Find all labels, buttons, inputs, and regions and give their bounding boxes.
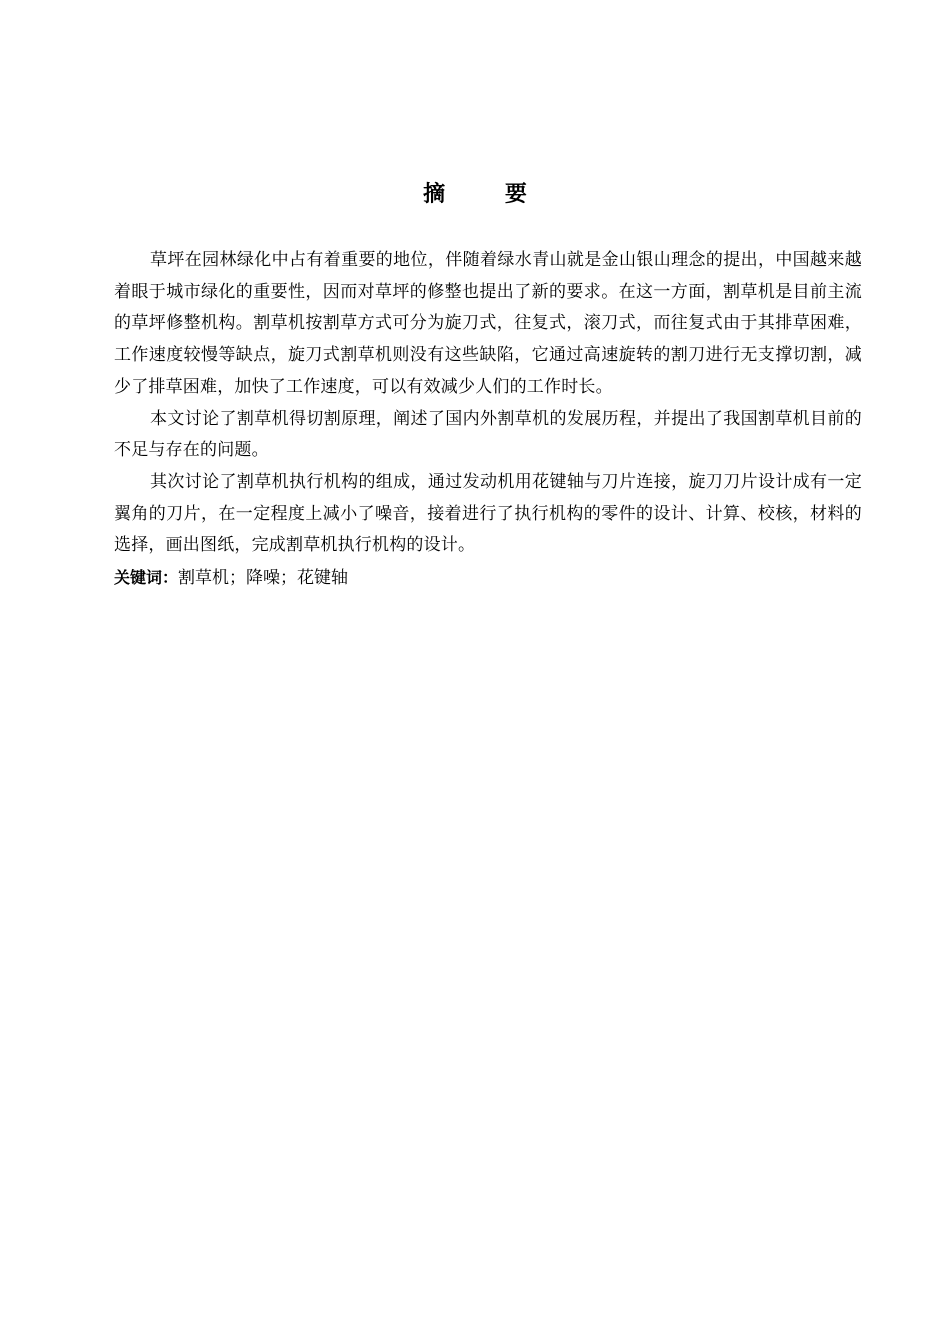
abstract-paragraph-2: 本文讨论了割草机得切割原理，阐述了国内外割草机的发展历程，并提出了我国割草机目前的不足与存在的问题。 [114,408,862,461]
abstract-title: 摘 要 [423,181,553,207]
keywords-value: 割草机；降噪；花键轴 [178,568,349,589]
abstract-paragraph-3: 其次讨论了割草机执行机构的组成，通过发动机用花键轴与刀片连接，旋刀刀片设计成有一定翼角的刀片，在一定程度上减小了噪音，接着进行了执行机构的零件的设计、计算、校核，材料的选择，画出图纸，完成割草机执行机构的设计。 [114,471,862,556]
abstract-body [114,245,862,595]
abstract-paragraph-1: 草坪在园林绿化中占有着重要的地位，伴随着绿水青山就是金山银山理念的提出，中国越来越着眼于城市绿化的重要性，因而对草坪的修整也提出了新的要求。在这一方面，割草机是目前主流的草坪修整机构。割草机按割草方式可分为旋刀式，往复式，滚刀式，而往复式由于其排草困难，工作速度较慢等缺点，旋刀式割草机则没有这些缺陷，它通过高速旋转的割刀进行无支撑切割，减少了排草困难，加快了工作速度，可以有效减少人们的工作时长。 [114,250,862,397]
keywords-label: 关键词： [114,568,179,588]
keywords-line [114,562,862,595]
